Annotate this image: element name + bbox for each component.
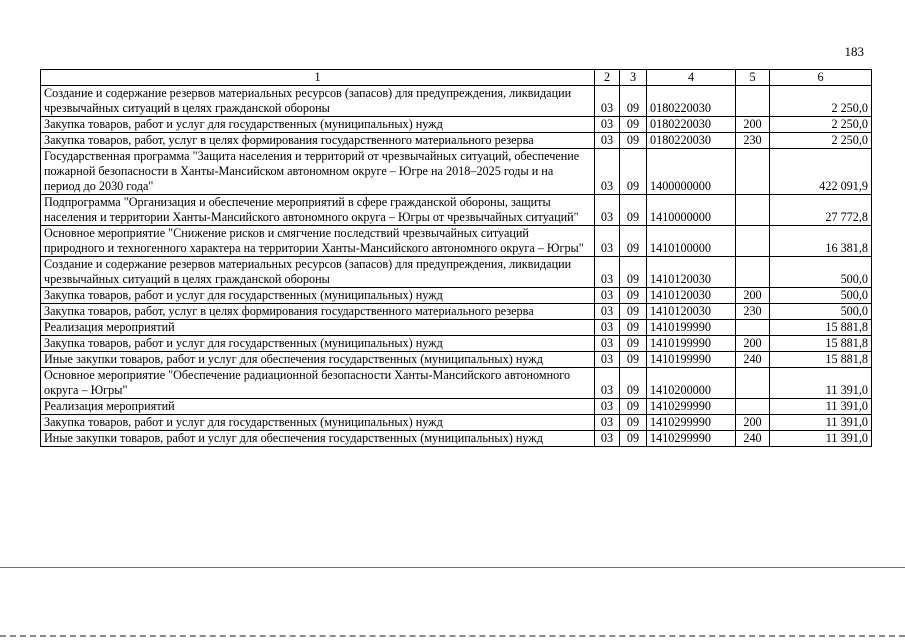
expense-type-code-cell: 200 bbox=[736, 288, 770, 304]
amount-cell: 11 391,0 bbox=[770, 399, 872, 415]
expenditure-name-cell: Иные закупки товаров, работ и услуг для обеспечения государственных (муниципальных) нужд bbox=[41, 431, 595, 447]
table-row bbox=[41, 226, 872, 257]
target-item-code-cell: 1410200000 bbox=[647, 368, 736, 399]
subsection-code-cell: 09 bbox=[620, 86, 647, 117]
column-header: 3 bbox=[620, 70, 647, 86]
column-header: 5 bbox=[736, 70, 770, 86]
amount-cell: 11 391,0 bbox=[770, 368, 872, 399]
section-code-cell: 03 bbox=[595, 226, 620, 257]
table-row bbox=[41, 195, 872, 226]
table-row bbox=[41, 368, 872, 399]
expenditure-name-cell: Основное мероприятие "Обеспечение радиационной безопасности Ханты-Мансийского автономного округа – Югры" bbox=[41, 368, 595, 399]
subsection-code-cell: 09 bbox=[620, 368, 647, 399]
target-item-code-cell: 1410299990 bbox=[647, 431, 736, 447]
section-code-cell: 03 bbox=[595, 399, 620, 415]
expense-type-code-cell bbox=[736, 86, 770, 117]
subsection-code-cell: 09 bbox=[620, 352, 647, 368]
expense-type-code-cell: 240 bbox=[736, 431, 770, 447]
target-item-code-cell: 1410199990 bbox=[647, 336, 736, 352]
table-row bbox=[41, 86, 872, 117]
table-row bbox=[41, 336, 872, 352]
target-item-code-cell: 0180220030 bbox=[647, 133, 736, 149]
subsection-code-cell: 09 bbox=[620, 336, 647, 352]
section-code-cell: 03 bbox=[595, 320, 620, 336]
subsection-code-cell: 09 bbox=[620, 320, 647, 336]
table-row bbox=[41, 133, 872, 149]
subsection-code-cell: 09 bbox=[620, 415, 647, 431]
amount-cell: 500,0 bbox=[770, 304, 872, 320]
expense-type-code-cell bbox=[736, 320, 770, 336]
table-row bbox=[41, 257, 872, 288]
expenditure-name-cell: Закупка товаров, работ и услуг для государственных (муниципальных) нужд bbox=[41, 415, 595, 431]
subsection-code-cell: 09 bbox=[620, 117, 647, 133]
target-item-code-cell: 1410120030 bbox=[647, 288, 736, 304]
amount-cell: 500,0 bbox=[770, 257, 872, 288]
subsection-code-cell: 09 bbox=[620, 149, 647, 195]
section-code-cell: 03 bbox=[595, 149, 620, 195]
section-code-cell: 03 bbox=[595, 304, 620, 320]
section-code-cell: 03 bbox=[595, 195, 620, 226]
expense-type-code-cell: 200 bbox=[736, 415, 770, 431]
target-item-code-cell: 1410199990 bbox=[647, 320, 736, 336]
subsection-code-cell: 09 bbox=[620, 133, 647, 149]
expenditure-name-cell: Подпрограмма "Организация и обеспечение мероприятий в сфере гражданской обороны, защиты населения и территории Ханты-Мансийского автономного округа – Югры от чрезвычайных ситуаций" bbox=[41, 195, 595, 226]
expense-type-code-cell: 200 bbox=[736, 117, 770, 133]
table-body bbox=[41, 86, 872, 447]
section-code-cell: 03 bbox=[595, 352, 620, 368]
expense-type-code-cell: 230 bbox=[736, 304, 770, 320]
expense-type-code-cell: 240 bbox=[736, 352, 770, 368]
target-item-code-cell: 0180220030 bbox=[647, 117, 736, 133]
expenditure-name-cell: Закупка товаров, работ и услуг для государственных (муниципальных) нужд bbox=[41, 117, 595, 133]
expense-type-code-cell bbox=[736, 399, 770, 415]
amount-cell: 2 250,0 bbox=[770, 117, 872, 133]
amount-cell: 15 881,8 bbox=[770, 352, 872, 368]
subsection-code-cell: 09 bbox=[620, 257, 647, 288]
target-item-code-cell: 1410120030 bbox=[647, 257, 736, 288]
expenditure-name-cell: Закупка товаров, работ, услуг в целях формирования государственного материального резерва bbox=[41, 304, 595, 320]
section-code-cell: 03 bbox=[595, 86, 620, 117]
subsection-code-cell: 09 bbox=[620, 288, 647, 304]
amount-cell: 2 250,0 bbox=[770, 133, 872, 149]
table-row bbox=[41, 320, 872, 336]
target-item-code-cell: 1400000000 bbox=[647, 149, 736, 195]
table-row bbox=[41, 415, 872, 431]
table-row bbox=[41, 149, 872, 195]
section-code-cell: 03 bbox=[595, 257, 620, 288]
expenditure-name-cell: Закупка товаров, работ и услуг для государственных (муниципальных) нужд bbox=[41, 288, 595, 304]
page-edge-line bbox=[0, 567, 905, 568]
section-code-cell: 03 bbox=[595, 336, 620, 352]
column-header: 2 bbox=[595, 70, 620, 86]
amount-cell: 11 391,0 bbox=[770, 415, 872, 431]
column-header: 1 bbox=[41, 70, 595, 86]
table-row bbox=[41, 352, 872, 368]
table-row bbox=[41, 117, 872, 133]
scan-artifact-line bbox=[0, 635, 905, 637]
target-item-code-cell: 1410000000 bbox=[647, 195, 736, 226]
subsection-code-cell: 09 bbox=[620, 399, 647, 415]
amount-cell: 15 881,8 bbox=[770, 336, 872, 352]
expense-type-code-cell bbox=[736, 149, 770, 195]
table-row bbox=[41, 304, 872, 320]
column-header: 6 bbox=[770, 70, 872, 86]
section-code-cell: 03 bbox=[595, 368, 620, 399]
expenditure-name-cell: Государственная программа "Защита населения и территорий от чрезвычайных ситуаций, обеспечение пожарной безопасности в Ханты-Мансийском автономном округе – Югре на 2018–2025 годы и на период до 2030 года" bbox=[41, 149, 595, 195]
section-code-cell: 03 bbox=[595, 431, 620, 447]
amount-cell: 500,0 bbox=[770, 288, 872, 304]
target-item-code-cell: 1410199990 bbox=[647, 352, 736, 368]
section-code-cell: 03 bbox=[595, 133, 620, 149]
amount-cell: 15 881,8 bbox=[770, 320, 872, 336]
expense-type-code-cell bbox=[736, 368, 770, 399]
table-row bbox=[41, 431, 872, 447]
subsection-code-cell: 09 bbox=[620, 304, 647, 320]
section-code-cell: 03 bbox=[595, 117, 620, 133]
expenditure-name-cell: Реализация мероприятий bbox=[41, 320, 595, 336]
expenditure-name-cell: Создание и содержание резервов материальных ресурсов (запасов) для предупреждения, ликвидации чрезвычайных ситуаций в целях гражданской обороны bbox=[41, 257, 595, 288]
column-header: 4 bbox=[647, 70, 736, 86]
expenditure-name-cell: Основное мероприятие "Снижение рисков и смягчение последствий чрезвычайных ситуаций природного и техногенного характера на территории Ханты-Мансийского автономного округа – Югры" bbox=[41, 226, 595, 257]
expense-type-code-cell: 200 bbox=[736, 336, 770, 352]
target-item-code-cell: 1410120030 bbox=[647, 304, 736, 320]
subsection-code-cell: 09 bbox=[620, 195, 647, 226]
expenditure-name-cell: Закупка товаров, работ, услуг в целях формирования государственного материального резерва bbox=[41, 133, 595, 149]
amount-cell: 2 250,0 bbox=[770, 86, 872, 117]
expenditure-name-cell: Закупка товаров, работ и услуг для государственных (муниципальных) нужд bbox=[41, 336, 595, 352]
subsection-code-cell: 09 bbox=[620, 431, 647, 447]
section-code-cell: 03 bbox=[595, 415, 620, 431]
expense-type-code-cell: 230 bbox=[736, 133, 770, 149]
expenditure-name-cell: Создание и содержание резервов материальных ресурсов (запасов) для предупреждения, ликвидации чрезвычайных ситуаций в целях гражданской обороны bbox=[41, 86, 595, 117]
page-number: 183 bbox=[844, 44, 864, 59]
target-item-code-cell: 1410299990 bbox=[647, 415, 736, 431]
table-header-row bbox=[41, 70, 872, 86]
table-row bbox=[41, 288, 872, 304]
target-item-code-cell: 0180220030 bbox=[647, 86, 736, 117]
expenditure-name-cell: Иные закупки товаров, работ и услуг для обеспечения государственных (муниципальных) нужд bbox=[41, 352, 595, 368]
expense-type-code-cell bbox=[736, 226, 770, 257]
expense-type-code-cell bbox=[736, 257, 770, 288]
expenditure-name-cell: Реализация мероприятий bbox=[41, 399, 595, 415]
budget-table bbox=[40, 69, 872, 447]
amount-cell: 27 772,8 bbox=[770, 195, 872, 226]
amount-cell: 11 391,0 bbox=[770, 431, 872, 447]
table-row bbox=[41, 399, 872, 415]
target-item-code-cell: 1410299990 bbox=[647, 399, 736, 415]
amount-cell: 16 381,8 bbox=[770, 226, 872, 257]
amount-cell: 422 091,9 bbox=[770, 149, 872, 195]
subsection-code-cell: 09 bbox=[620, 226, 647, 257]
expense-type-code-cell bbox=[736, 195, 770, 226]
section-code-cell: 03 bbox=[595, 288, 620, 304]
target-item-code-cell: 1410100000 bbox=[647, 226, 736, 257]
